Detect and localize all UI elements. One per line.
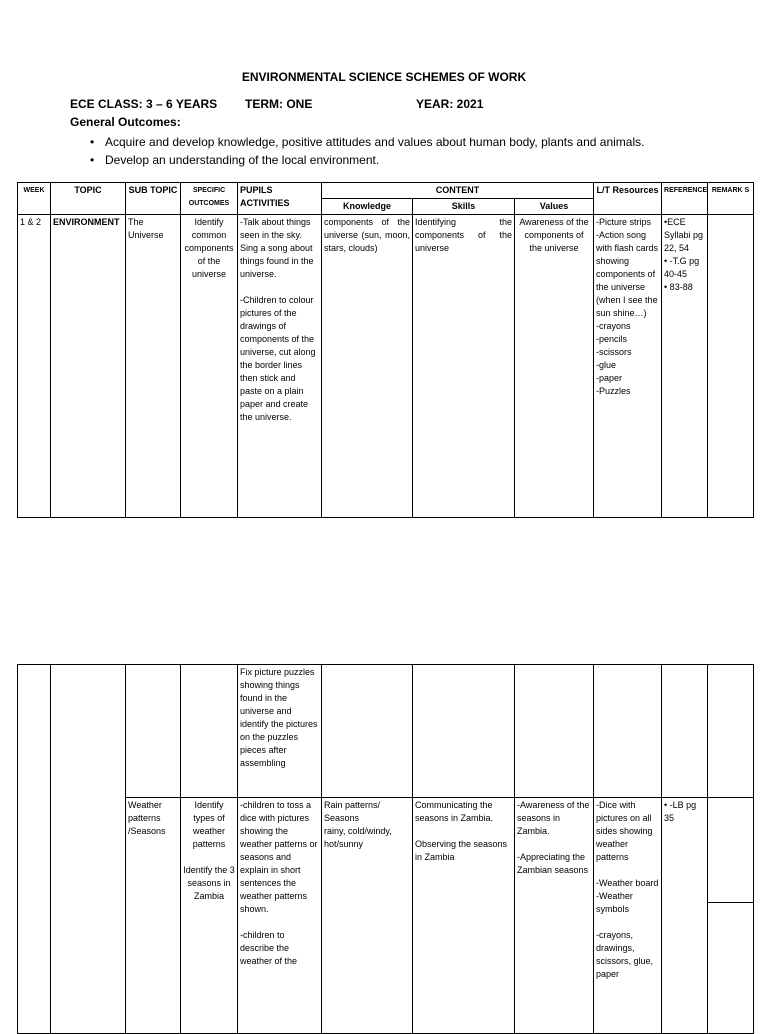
table-row [18, 215, 754, 518]
document-title: ENVIRONMENTAL SCIENCE SCHEMES OF WORK [241, 70, 527, 84]
cell-skills: Communicating the seasons in Zambia. Observing the seasons in Zambia [413, 798, 515, 1034]
cell-values: Awareness of the components of the universe [515, 215, 594, 518]
cell-topic: ENVIRONMENT [51, 215, 126, 518]
header-lt-resources: L/T Resources [594, 183, 662, 215]
cell-sub-topic: Weather patterns /Seasons [126, 798, 181, 1034]
scheme-table-page-1 [17, 182, 754, 518]
cell-pupils-activities: -children to toss a dice with pictures showing the weather patterns or seasons and explain in short sentences the weather patterns shown. -children to describe the weather of the [238, 798, 322, 1034]
header-specific-outcomes: SPECIFIC OUTCOMES [181, 183, 238, 215]
year-label: YEAR: 2021 [416, 97, 484, 111]
cell-week: 1 & 2 [18, 215, 51, 518]
cell-values: -Awareness of the seasons in Zambia. -Appreciating the Zambian seasons [515, 798, 594, 1034]
table-row [18, 798, 754, 1034]
term-label: TERM: ONE [245, 97, 313, 111]
cell-specific-outcomes: Identify types of weather patterns Identify the 3 seasons in Zambia [181, 798, 238, 1034]
header-remarks: REMARK S [708, 183, 754, 215]
general-outcomes-label: General Outcomes: [70, 115, 181, 129]
cell-pupils-activities: Fix picture puzzles showing things found in the universe and identify the pictures on the puzzles pieces after assembling [238, 665, 322, 798]
header-reference: REFERENCE [662, 183, 708, 215]
header-pupils-activities: PUPILS ACTIVITIES [238, 183, 322, 215]
header-skills: Skills [413, 199, 515, 215]
cell-reference: •ECE Syllabi pg 22, 54 • -T.G pg 40-45 • 83-88 [662, 215, 708, 518]
general-outcome-item: • Acquire and develop knowledge, positive attitudes and values about human body, plants and animals. [90, 133, 644, 151]
header-knowledge: Knowledge [322, 199, 413, 215]
header-topic: TOPIC [51, 183, 126, 215]
cell-skills: Identifying the components of the universe [413, 215, 515, 518]
scheme-table-page-2 [17, 664, 754, 1034]
general-outcomes-list [90, 133, 644, 169]
header-week: WEEK [18, 183, 51, 215]
cell-reference: • -LB pg 35 [662, 798, 708, 1034]
general-outcome-item: • Develop an understanding of the local environment. [90, 151, 644, 169]
header-sub-topic: SUB TOPIC [126, 183, 181, 215]
table-row [18, 665, 754, 798]
cell-remarks [708, 215, 754, 518]
class-label: ECE CLASS: 3 – 6 YEARS [70, 97, 218, 111]
cell-knowledge: components of the universe (sun, moon, stars, clouds) [322, 215, 413, 518]
cell-knowledge: Rain patterns/ Seasons rainy, cold/windy, hot/sunny [322, 798, 413, 1034]
cell-specific-outcomes: Identify common components of the universe [181, 215, 238, 518]
header-values: Values [515, 199, 594, 215]
cell-pupils-activities: -Talk about things seen in the sky. Sing a song about things found in the universe. -Children to colour pictures of the drawings of components of the universe, cut along the border lines then stick and paste on a plain paper and create the universe. [238, 215, 322, 518]
cell-lt-resources: -Dice with pictures on all sides showing weather patterns -Weather board -Weather symbols -crayons, drawings, scissors, glue, paper [594, 798, 662, 1034]
cell-lt-resources: -Picture strips -Action song with flash cards showing components of the universe (when I see the sun shine…) -crayons -pencils -scissors -glue -paper -Puzzles [594, 215, 662, 518]
header-content: CONTENT [322, 183, 594, 199]
cell-sub-topic: The Universe [126, 215, 181, 518]
